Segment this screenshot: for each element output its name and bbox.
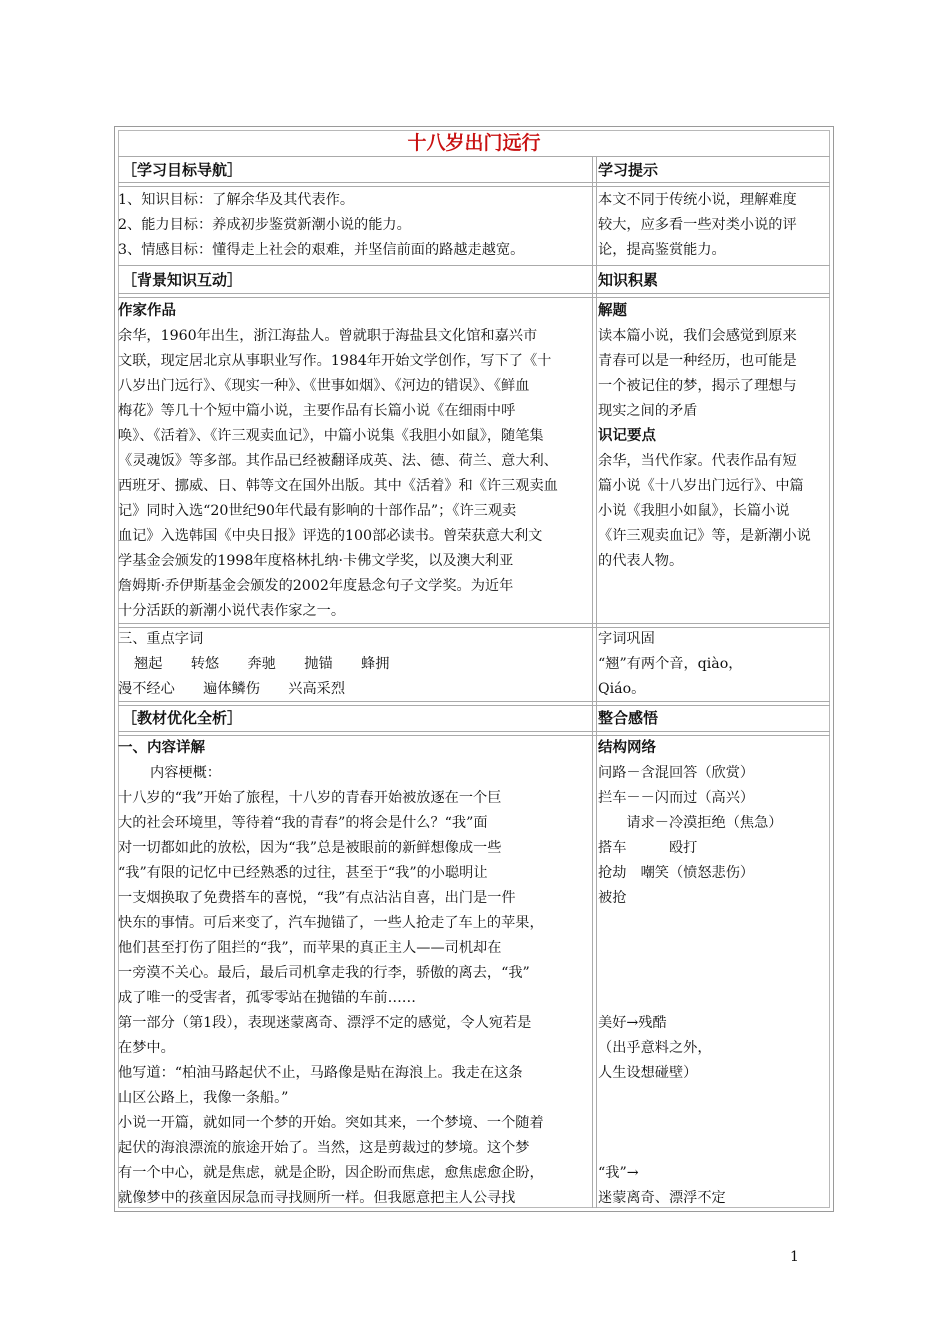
goals-header: ［学习目标导航］: [122, 161, 243, 179]
author-line: 西班牙、挪威、日、韩等文在国外出版。其中《活着》和《许三观卖血: [118, 478, 558, 494]
structure-me: 迷蒙离奇、漂浮不定: [598, 1190, 726, 1206]
vocab-heading: 三、重点字词: [118, 631, 204, 647]
author-line: 文联，现定居北京从事职业写作。1984年开始文学创作，写下了《十: [118, 353, 552, 369]
key-points-heading: 识记要点: [598, 428, 656, 444]
vocab-words: 漫不经心 遍体鳞伤 兴高采烈: [118, 681, 346, 697]
key-points-line: 小说《我胆小如鼠》，长篇小说: [598, 503, 790, 519]
structure-summary: （出乎意料之外，: [598, 1040, 712, 1056]
author-line: 十分活跃的新潮小说代表作家之一。: [118, 603, 346, 619]
tips-text: [598, 188, 830, 263]
analysis-header: ［教材优化全析］: [122, 709, 243, 727]
tip-line: 本文不同于传统小说，理解难度: [598, 192, 797, 208]
key-points-line: 余华，当代作家。代表作品有短: [598, 453, 797, 469]
content-line: 快东的事情。可后来变了，汽车抛锚了，一些人抢走了车上的苹果，: [118, 915, 544, 931]
row-divider: [118, 293, 830, 294]
row-divider: [118, 156, 830, 157]
content-line: 小说一开篇，就如同一个梦的开始。突如其来，一个梦境、一个随着: [118, 1115, 544, 1131]
structure-line: 问路－含混回答（欣赏）: [598, 765, 755, 781]
row-divider: [118, 186, 830, 187]
author-line: 詹姆斯·乔伊斯基金会颁发的2002年度悬念句子文学奖。为近年: [118, 578, 514, 594]
vocab-words: 翘起 转悠 奔驰 抛锚 蜂拥: [134, 656, 390, 672]
title-explain-heading: 解题: [598, 303, 627, 319]
column-divider: [592, 156, 593, 1208]
goals-list: [118, 188, 592, 263]
content-line: 就像梦中的孩童因尿急而寻找厕所一样。但我愿意把主人公寻找: [118, 1190, 516, 1206]
structure-line: 拦车－－闪而过（高兴）: [598, 790, 755, 806]
row-divider: [118, 297, 830, 298]
content-line: “我”有限的记忆中已经熟悉的过往，甚至于“我”的小聪明让: [118, 865, 488, 881]
structure-line: 被抢: [598, 890, 627, 906]
key-points-line: 的代表人物。: [598, 553, 684, 569]
vocab-review-line: “翘”有两个音，qiào，: [598, 656, 743, 672]
content-line: 对一切都如此的放松，因为“我”总是被眼前的新鲜想像成一些: [118, 840, 502, 856]
content-heading: 一、内容详解: [118, 740, 205, 756]
content-line: 他写道：“柏油马路起伏不止，马路像是贴在海浪上。我走在这条: [118, 1065, 523, 1081]
key-points-line: 《许三观卖血记》等，是新潮小说: [598, 528, 811, 544]
content-line: 十八岁的“我”开始了旅程，十八岁的青春开始被放逐在一个巨: [118, 790, 502, 806]
content-line: 山区公路上，我像一条船。”: [118, 1090, 289, 1106]
column-divider: [596, 156, 597, 1208]
content-line: 起伏的海浪漂流的旅途开始了。当然，这是剪裁过的梦境。这个梦: [118, 1140, 530, 1156]
background-header: ［背景知识互动］: [122, 271, 243, 289]
author-line: 余华，1960年出生，浙江海盐人。曾就职于海盐县文化馆和嘉兴市: [118, 328, 538, 344]
author-line: 唤》、《活着》、《许三观卖血记》，中篇小说集《我胆小如鼠》，随笔集: [118, 428, 544, 444]
structure-heading: 结构网络: [598, 740, 656, 756]
knowledge-section: [598, 299, 830, 574]
structure-section: [598, 736, 830, 1208]
goal-item: 3、情感目标：懂得走上社会的艰难，并坚信前面的路越走越宽。: [118, 242, 525, 258]
goal-item: 1、知识目标：了解余华及其代表作。: [118, 192, 355, 208]
page-number: 1: [790, 1249, 799, 1265]
title-explain-line: 一个被记住的梦，揭示了理想与: [598, 378, 797, 394]
row-divider: [118, 182, 830, 183]
vocab-review-line: Qiáo。: [598, 681, 646, 697]
integration-header: 整合感悟: [598, 709, 659, 727]
content-line: 他们甚至打伤了阻拦的“我”，而苹果的真正主人——司机却在: [118, 940, 502, 956]
content-line: 成了唯一的受害者，孤零零站在抛锚的车前……: [118, 990, 416, 1006]
structure-line: 搭车 殴打: [598, 840, 698, 856]
row-divider: [118, 265, 830, 266]
author-line: 《灵魂饭》等多部。其作品已经被翻译成英、法、德、荷兰、意大利、: [118, 453, 558, 469]
structure-summary: 美好→残酷: [598, 1015, 667, 1031]
content-section: [118, 736, 592, 1208]
content-line: 大的社会环境里，等待着“我的青春”的将会是什么？“我”面: [118, 815, 488, 831]
author-line: 学基金会颁发的1998年度格林扎纳·卡佛文学奖，以及澳大利亚: [118, 553, 514, 569]
author-line: 八岁出门远行》、《现实一种》、《世事如烟》、《河边的错误》、《鲜血: [118, 378, 530, 394]
author-section: [118, 299, 592, 624]
knowledge-header: 知识积累: [598, 271, 659, 289]
structure-line: 请求－冷漠拒绝（焦急）: [598, 815, 783, 831]
row-divider: [118, 731, 830, 732]
author-heading: 作家作品: [118, 303, 176, 319]
author-line: 梅花》等几十个短中篇小说，主要作品有长篇小说《在细雨中呼: [118, 403, 516, 419]
title-explain-line: 现实之间的矛盾: [598, 403, 698, 419]
author-line: 血记》入选韩国《中央日报》评选的100部必读书。曾荣获意大利文: [118, 528, 543, 544]
content-line: 一旁漠不关心。最后，最后司机拿走我的行李，骄傲的离去，“我”: [118, 965, 530, 981]
structure-summary: 人生设想碰壁）: [598, 1065, 698, 1081]
structure-line: 抢劫 嘲笑（愤怒悲伤）: [598, 865, 755, 881]
structure-me: “我”→: [598, 1165, 639, 1181]
tips-header: 学习提示: [598, 161, 659, 179]
key-points-line: 篇小说《十八岁出门远行》、中篇: [598, 478, 804, 494]
vocab-review-heading: 字词巩固: [598, 631, 655, 647]
tip-line: 论，提高鉴赏能力。: [598, 242, 726, 258]
page-title: 十八岁出门远行: [407, 132, 541, 154]
title-explain-line: 读本篇小说，我们会感觉到原来: [598, 328, 797, 344]
vocab-section: [118, 627, 592, 702]
content-line: 一支烟换取了免费搭车的喜悦，“我”有点沾沾自喜，出门是一件: [118, 890, 516, 906]
content-line: 第一部分（第1段），表现迷蒙离奇、漂浮不定的感觉，令人宛若是: [118, 1015, 532, 1031]
content-line: 在梦中。: [118, 1040, 175, 1056]
tip-line: 较大，应多看一些对类小说的评: [598, 217, 797, 233]
vocab-review-section: [598, 627, 830, 702]
author-line: 记》同时入选“20世纪90年代最有影响的十部作品”；《许三观卖: [118, 503, 517, 519]
title-explain-line: 青春可以是一种经历，也可能是: [598, 353, 797, 369]
summary-label: 内容梗概：: [150, 765, 221, 781]
content-line: 有一个中心，就是焦虑，就是企盼，因企盼而焦虑，愈焦虑愈企盼，: [118, 1165, 544, 1181]
goal-item: 2、能力目标：养成初步鉴赏新潮小说的能力。: [118, 217, 411, 233]
